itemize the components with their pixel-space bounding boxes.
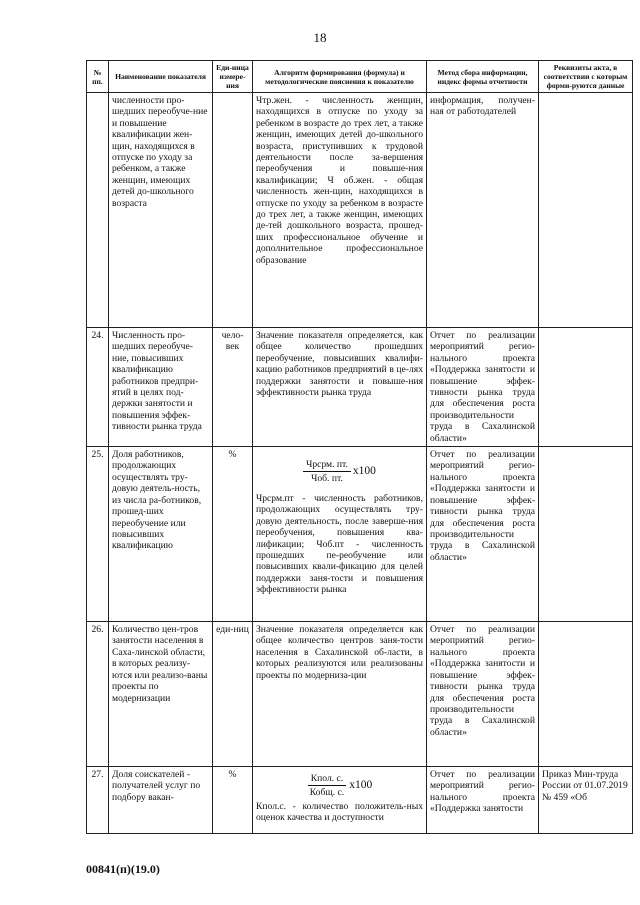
header-act: Реквизиты акта, в соответствии с которым форми-руются данные (539, 61, 633, 93)
row-algorithm: Кпол.с. - количество положитель-ных оценок качества и доступности (256, 800, 423, 824)
header-algorithm: Алгоритм формирования (формула) и методологические пояснения к показателю (253, 61, 427, 93)
row-unit (213, 93, 253, 328)
page-number: 18 (313, 30, 327, 45)
row-name: численности про-шедших переобуче-ние и повышение квалификации жен-щин, находящихся в отпуске по уходу за ребенком, а также женщин, имеющих детей до-школьного возраста (109, 93, 213, 328)
table-row (87, 767, 633, 834)
row-algorithm-cell (253, 767, 427, 834)
row-name: Доля соискателей - получателей услуг по подбору вакан- (109, 767, 213, 834)
formula-multiplier: x100 (349, 779, 373, 792)
formula-fraction (303, 459, 351, 485)
indicators-table (86, 60, 633, 834)
formula-numerator: Чрсрм. пт. (303, 459, 351, 472)
row-number: 25. (87, 447, 109, 622)
formula-multiplier: x100 (352, 465, 376, 478)
row-number: 27. (87, 767, 109, 834)
row-unit: % (213, 767, 253, 834)
formula-denominator: Кобщ. с. (309, 787, 345, 799)
row-act (539, 93, 633, 328)
header-indicator-name: Наименование показателя (109, 61, 213, 93)
row-unit: чело-век (213, 328, 253, 447)
formula (256, 459, 423, 485)
row-algorithm: Значение показателя определяется как общее количество центров заня-тости населения в Сахалинской об-ласти, в которых реализуются или реализованы проекты по модерниза-ции (253, 622, 427, 767)
row-unit: еди-ниц (213, 622, 253, 767)
row-act: Приказ Мин-труда России от 01.07.2019 № 459 «Об (539, 767, 633, 834)
row-act (539, 447, 633, 622)
row-algorithm: Чрсрм.пт - численность работников, продолжающих осуществлять тру-довую деятельность, после заверше-ния переобучения, повышения ква-лификации; Чоб.пт - численность прошедших пе-реобучение или повысивших квали-фикацию для целей поддержки заня-тости и повышения эффективности рынка (256, 492, 423, 596)
row-method: информация, получен-ная от работодателей (427, 93, 539, 328)
row-act (539, 328, 633, 447)
row-algorithm: Значение показателя определяется, как общее количество прошедших переобучение, повысивших квалифи-кацию работников предприятий в це-лях поддержки занятости и повыше-ния эффективности рынка труда (253, 328, 427, 447)
row-number: 26. (87, 622, 109, 767)
table-row (87, 447, 633, 622)
row-number: 24. (87, 328, 109, 447)
row-method: Отчет по реализации мероприятий регио-нального проекта «Поддержка занятости и повышение эффек-тивности рынка труда для обеспечения роста производительности труда в Сахалинской области» (427, 622, 539, 767)
row-method: Отчет по реализации мероприятий регио-нального проекта «Поддержка занятости (427, 767, 539, 834)
header-method: Метод сбора информации, индекс формы отчетности (427, 61, 539, 93)
table-header-row (87, 61, 633, 93)
table-row (87, 328, 633, 447)
row-method: Отчет по реализации мероприятий регио-нального проекта «Поддержка занятости и повышение эффек-тивности рынка труда для обеспечения роста производительности труда в Сахалинской области» (427, 328, 539, 447)
header-unit: Еди-ница измере-ния (213, 61, 253, 93)
row-name: Численность про-шедших переобуче-ние, повысивших квалификацию работников предпри-ятий в целях под-держки занятости и повышения эффек-тивности рынка труда (109, 328, 213, 447)
row-act (539, 622, 633, 767)
row-algorithm-cell (253, 447, 427, 622)
row-number (87, 93, 109, 328)
header-number: № пп. (87, 61, 109, 93)
formula-fraction (307, 773, 347, 799)
row-algorithm: Чтр.жен. - численность женщин, находящихся в отпуске по уходу за ребенком в возрасте до трех лет, а также женщин, имеющих детей до-школьного возраста, приступивших к трудовой деятельности после за-вершения переобучения и повыше-ния квалификации; Ч об.жен. - общая численность жен-щин, находящихся в отпуске по уходу за ребенком в возрасте до трех лет, а также женщин, имеющих де-тей дошкольного возраста, прошед-ших профессиональное обучение и дополнительное профессиональное образование (253, 93, 427, 328)
row-name: Количество цен-тров занятости населения в Саха-линской области, в которых реализу-ются или реализо-ваны проекты по модернизации (109, 622, 213, 767)
table-row (87, 93, 633, 328)
row-name: Доля работников, продолжающих осуществлять тру-довую деятель-ность, из числа ра-ботников, прошед-ших переобучение или повысивших квалификацию (109, 447, 213, 622)
formula-denominator: Чоб. пт. (311, 473, 343, 485)
formula-numerator: Кпол. с. (308, 773, 346, 786)
table-row (87, 622, 633, 767)
document-code: 00841(п)(19.0) (86, 862, 160, 876)
row-unit: % (213, 447, 253, 622)
formula (256, 773, 423, 799)
row-method: Отчет по реализации мероприятий регио-нального проекта «Поддержка занятости и повышение эффек-тивности рынка труда для обеспечения роста производительности труда в Сахалинской области» (427, 447, 539, 622)
